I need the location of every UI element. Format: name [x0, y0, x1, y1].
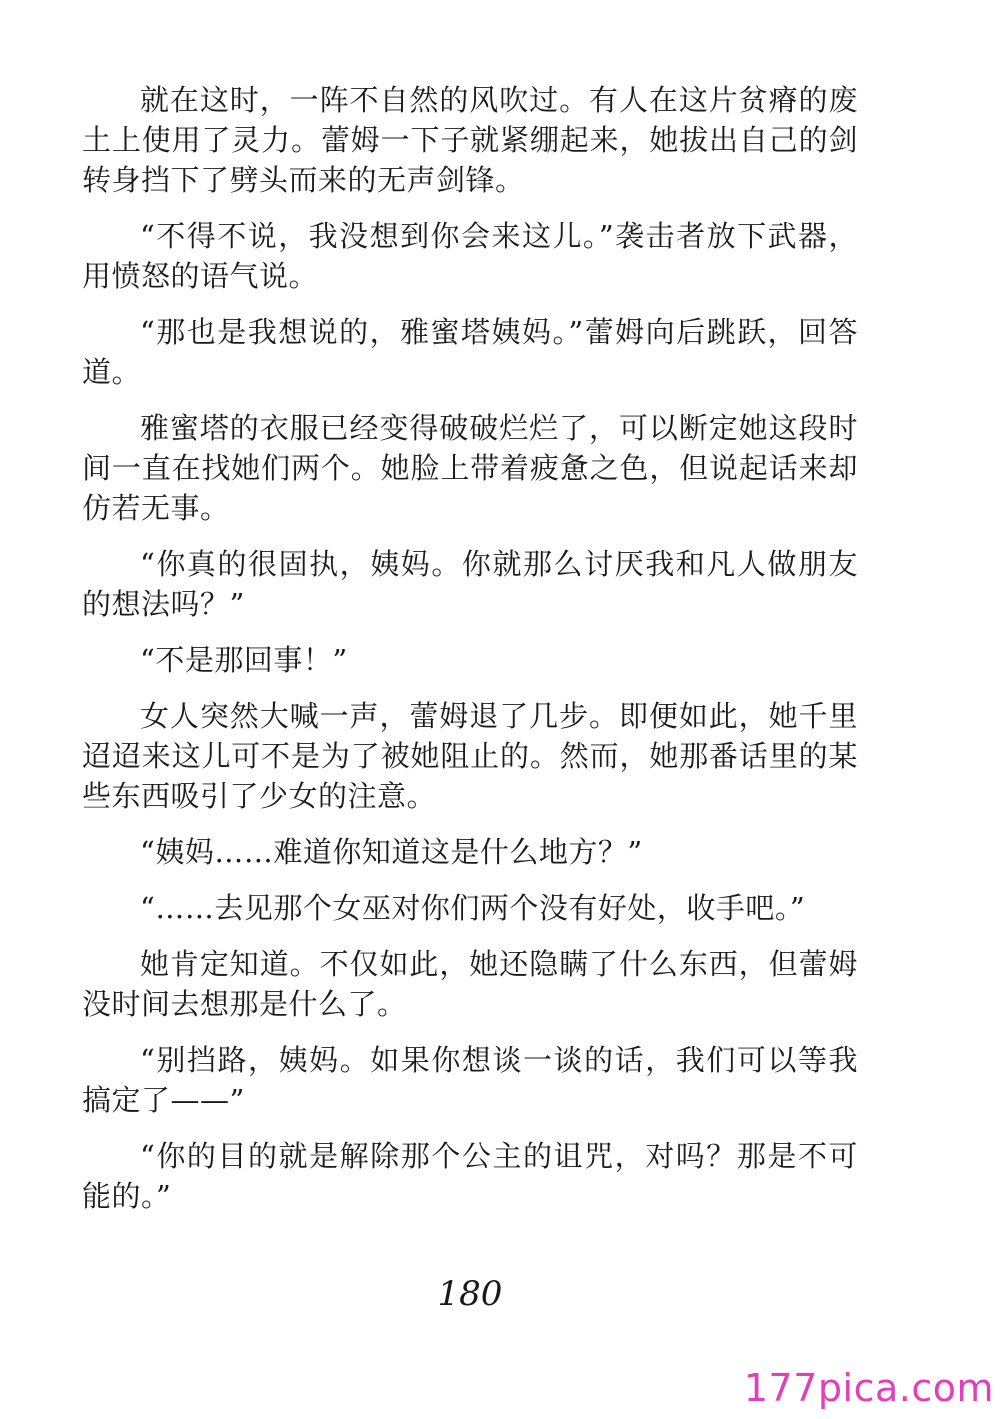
- paragraph-11: “别挡路，姨妈。如果你想谈一谈的话，我们可以等我搞定了——”: [82, 1043, 858, 1117]
- site-watermark: 177pica.com: [743, 1366, 994, 1410]
- paragraph-5: “你真的很固执，姨妈。你就那么讨厌我和凡人做朋友的想法吗？”: [82, 547, 858, 621]
- paragraph-1: 就在这时，一阵不自然的风吹过。有人在这片贫瘠的废土上使用了灵力。蕾姆一下子就紧绷起来，她拔出自己的剑转身挡下了劈头而来的无声剑锋。: [82, 83, 858, 197]
- paragraph-8: “姨妈……难道你知道这是什么地方？”: [140, 835, 643, 869]
- paragraph-3: “那也是我想说的，雅蜜塔姨妈。”蕾姆向后跳跃，回答道。: [82, 315, 858, 389]
- paragraph-7: 女人突然大喊一声，蕾姆退了几步。即便如此，她千里迢迢来这儿可不是为了被她阻止的。然而，她那番话里的某些东西吸引了少女的注意。: [82, 699, 858, 813]
- paragraph-9: “……去见那个女巫对你们两个没有好处，收手吧。”: [140, 891, 806, 925]
- paragraph-4: 雅蜜塔的衣服已经变得破破烂烂了，可以断定她这段时间一直在找她们两个。她脸上带着疲惫之色，但说起话来却仿若无事。: [82, 411, 858, 525]
- page-number: 180: [437, 1274, 503, 1314]
- page-text-body: [82, 80, 858, 1232]
- paragraph-2: “不得不说，我没想到你会来这儿。”袭击者放下武器，用愤怒的语气说。: [82, 219, 858, 293]
- paragraph-6: “不是那回事！”: [140, 643, 348, 677]
- paragraph-12: “你的目的就是解除那个公主的诅咒，对吗？那是不可能的。”: [82, 1139, 858, 1213]
- paragraph-10: 她肯定知道。不仅如此，她还隐瞒了什么东西，但蕾姆没时间去想那是什么了。: [82, 947, 858, 1021]
